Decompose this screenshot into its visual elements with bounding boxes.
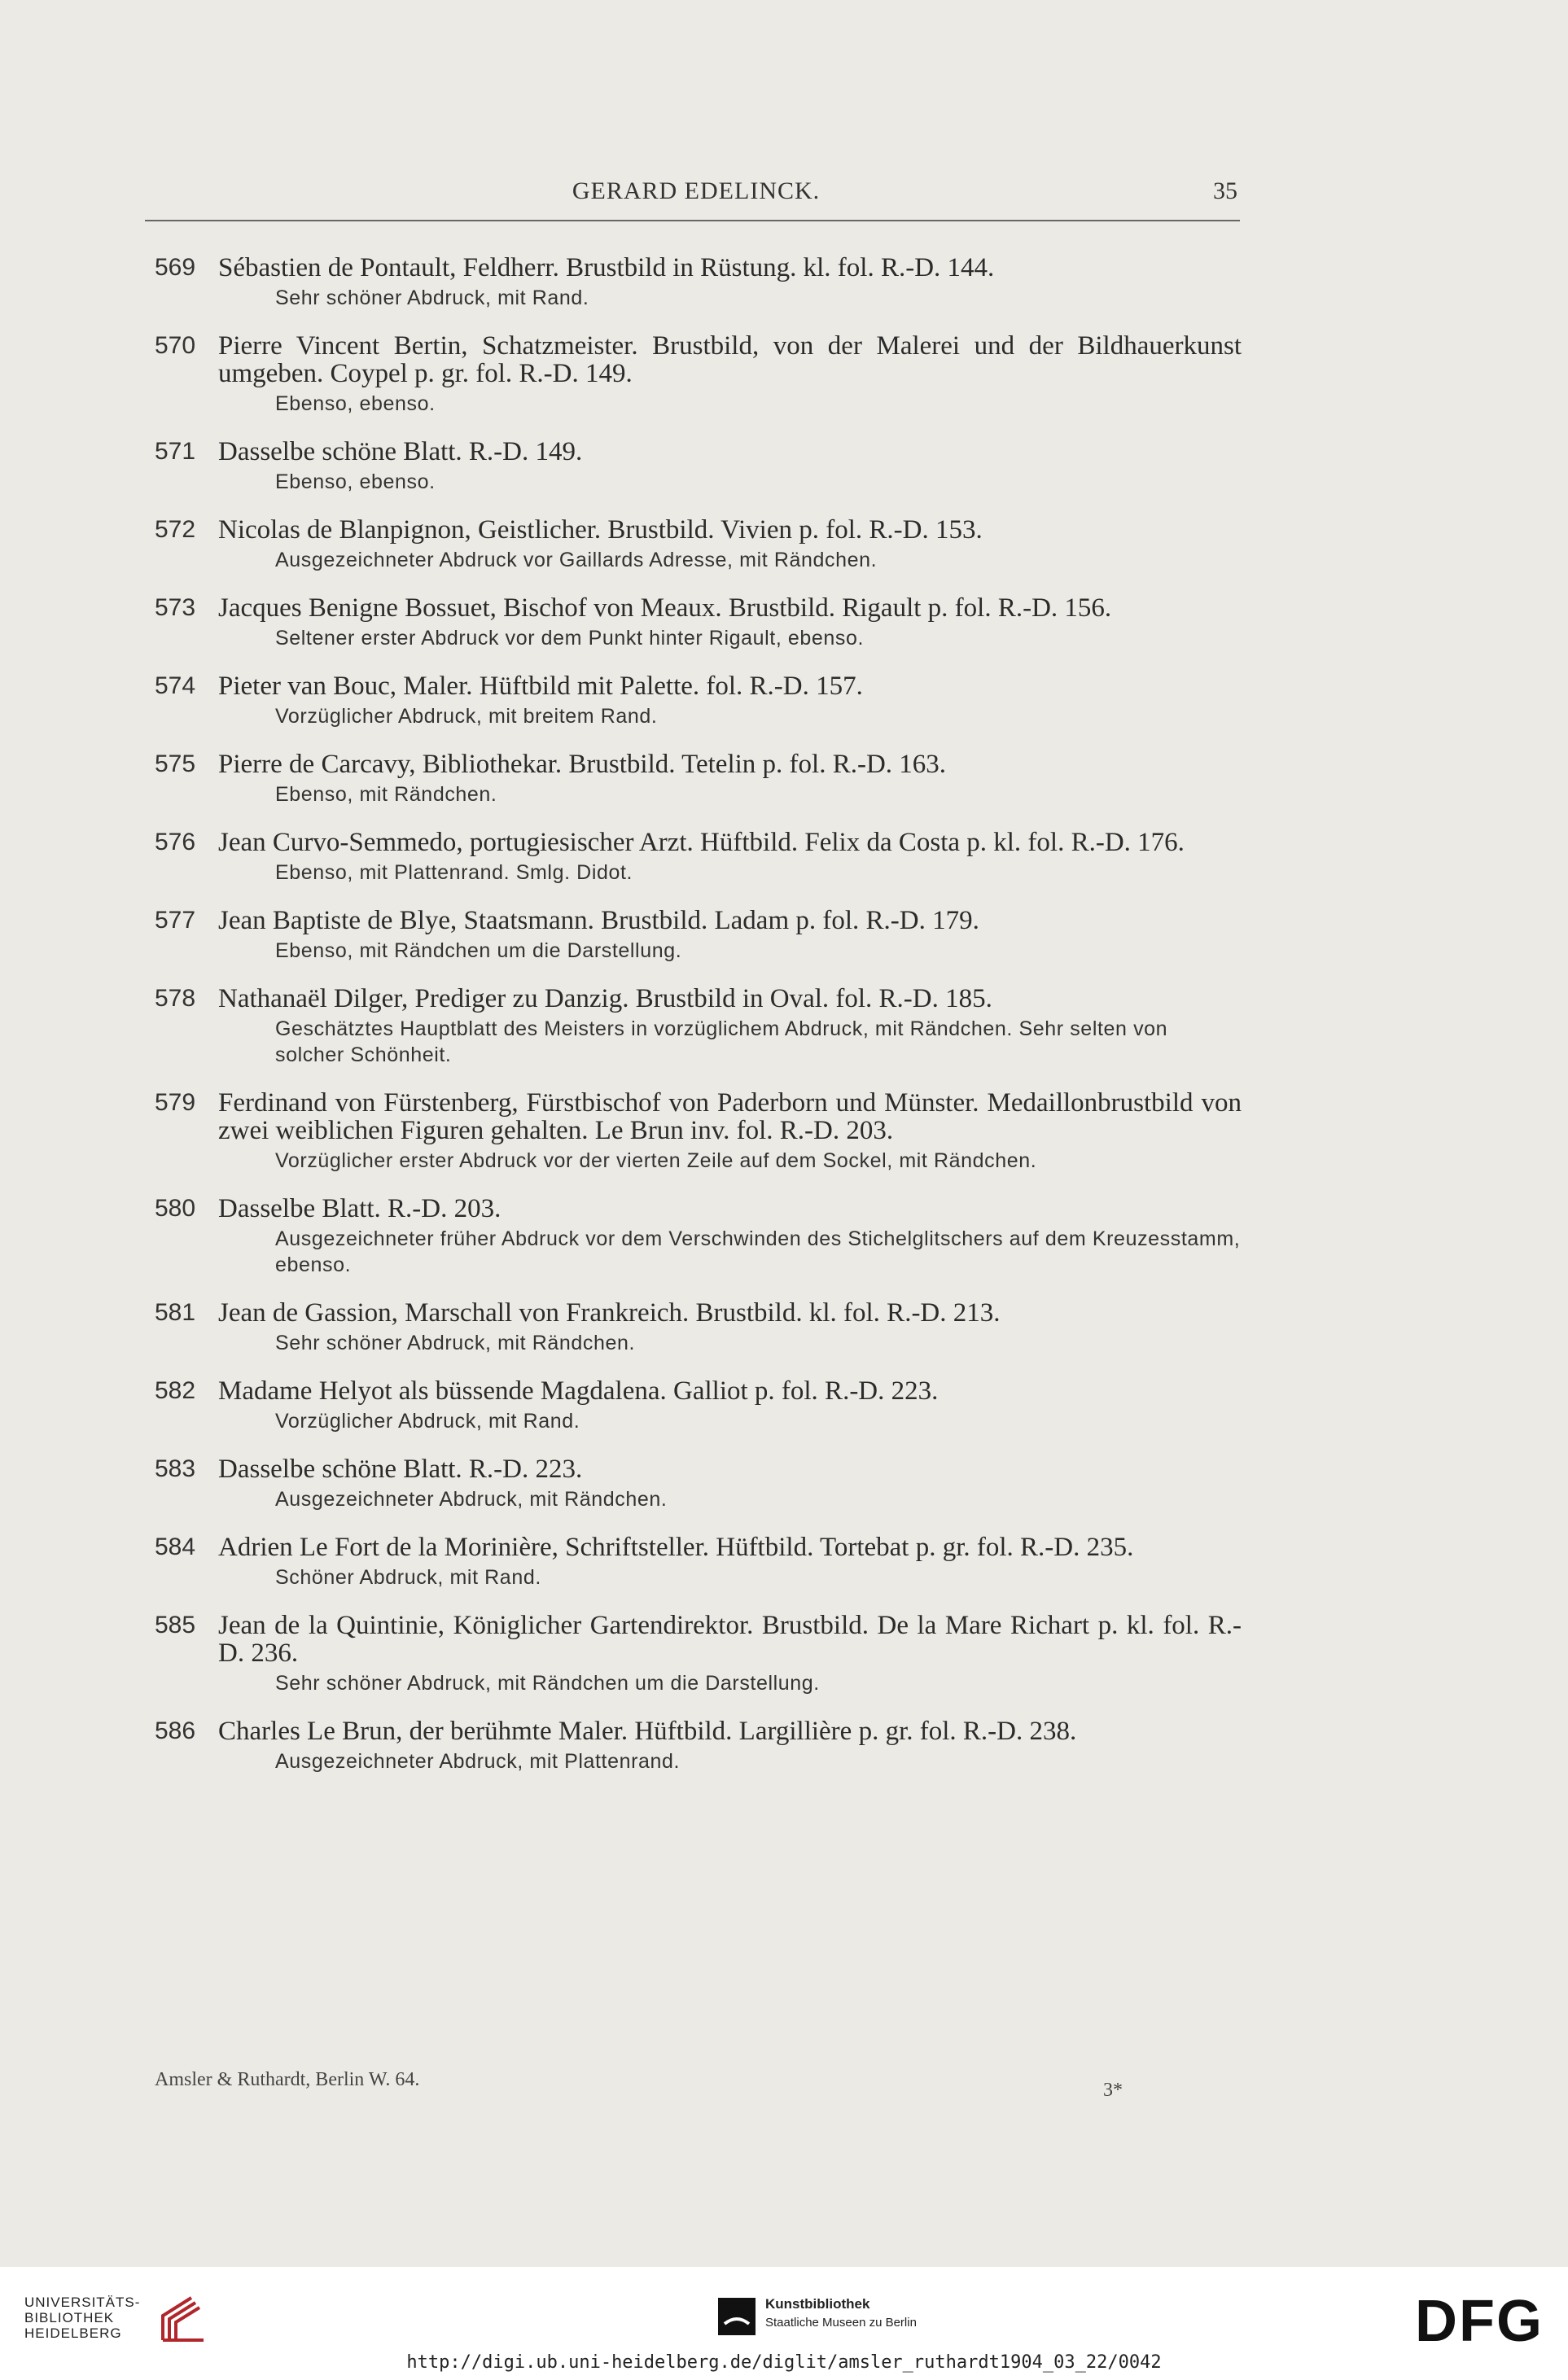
- entry-number: 576: [155, 829, 196, 855]
- catalog-entry: [155, 1533, 1242, 1590]
- entry-condition-note: Sehr schöner Abdruck, mit Rändchen um die Darstellung.: [275, 1672, 820, 1695]
- viewer-footer-bar: [0, 2267, 1568, 2380]
- entry-condition-note: Sehr schöner Abdruck, mit Rand.: [275, 287, 589, 309]
- entry-condition-note: Ausgezeichneter Abdruck, mit Rändchen.: [275, 1488, 668, 1511]
- publisher-imprint: Amsler & Ruthardt, Berlin W. 64.: [155, 2069, 420, 2090]
- entry-number: 583: [155, 1455, 196, 1482]
- entry-number: 580: [155, 1195, 196, 1222]
- entry-condition-note: Geschätztes Hauptblatt des Meisters in vorzüglichem Abdruck, mit Rändchen. Sehr selten von solcher Schönheit.: [275, 1017, 1168, 1066]
- entry-condition-note: Ebenso, ebenso.: [275, 470, 436, 493]
- entry-description: Madame Helyot als büssende Magdalena. Galliot p. fol. R.-D. 223.: [218, 1376, 939, 1406]
- catalog-entry: [155, 516, 1242, 573]
- entry-description: Jacques Benigne Bossuet, Bischof von Meaux. Brustbild. Rigault p. fol. R.-D. 156.: [218, 593, 1112, 623]
- entry-description: Jean de Gassion, Marschall von Frankreich. Brustbild. kl. fol. R.-D. 213.: [218, 1298, 1001, 1328]
- entry-number: 573: [155, 594, 196, 621]
- entry-condition-note: Vorzüglicher Abdruck, mit Rand.: [275, 1410, 580, 1433]
- entry-description: Nathanaël Dilger, Prediger zu Danzig. Brustbild in Oval. fol. R.-D. 185.: [218, 984, 992, 1013]
- catalog-entry: [155, 594, 1242, 651]
- entry-condition-note: Vorzüglicher Abdruck, mit breitem Rand.: [275, 705, 658, 728]
- entry-number: 569: [155, 254, 196, 281]
- entry-description: Pierre de Carcavy, Bibliothekar. Brustbild. Tetelin p. fol. R.-D. 163.: [218, 750, 947, 779]
- catalog-entry: [155, 985, 1242, 1068]
- entry-description: Pieter van Bouc, Maler. Hüftbild mit Palette. fol. R.-D. 157.: [218, 672, 863, 701]
- entry-number: 578: [155, 985, 196, 1012]
- entry-number: 579: [155, 1089, 196, 1116]
- entry-number: 572: [155, 516, 196, 543]
- entry-condition-note: Ebenso, ebenso.: [275, 392, 436, 415]
- entry-number: 575: [155, 750, 196, 777]
- catalog-entry: [155, 1612, 1242, 1696]
- page-number: 35: [1213, 177, 1237, 204]
- entry-description: Dasselbe Blatt. R.-D. 203.: [218, 1194, 501, 1223]
- kunstbibliothek-mark-icon: [716, 2291, 757, 2340]
- catalog-entries: [155, 254, 1242, 1796]
- catalog-entry: [155, 1377, 1242, 1434]
- catalog-entry: [155, 750, 1242, 807]
- entry-number: 570: [155, 332, 196, 359]
- entry-number: 571: [155, 438, 196, 465]
- catalog-entry: [155, 332, 1242, 417]
- kunstbibliothek-logo[interactable]: [716, 2291, 977, 2340]
- entry-description: Jean de la Quintinie, Königlicher Gartendirektor. Brustbild. De la Mare Richart p. kl. fol. R.-D. 236.: [218, 1611, 1242, 1668]
- entry-condition-note: Seltener erster Abdruck vor dem Punkt hinter Rigault, ebenso.: [275, 627, 865, 650]
- entry-description: Jean Baptiste de Blye, Staatsmann. Brustbild. Ladam p. fol. R.-D. 179.: [218, 906, 979, 935]
- ub-heidelberg-logo[interactable]: [24, 2291, 212, 2348]
- entry-condition-note: Schöner Abdruck, mit Rand.: [275, 1566, 541, 1589]
- catalog-entry: [155, 829, 1242, 886]
- entry-description: Ferdinand von Fürstenberg, Fürstbischof von Paderborn und Münster. Medaillonbrustbild von zwei weiblichen Figuren gehalten. Le Brun inv. fol. R.-D. 203.: [218, 1088, 1242, 1145]
- entry-description: Dasselbe schöne Blatt. R.-D. 149.: [218, 437, 583, 466]
- catalog-entry: [155, 672, 1242, 729]
- running-header: [155, 177, 1237, 213]
- entry-number: 574: [155, 672, 196, 699]
- entry-number: 581: [155, 1299, 196, 1326]
- kb-title: Kunstbibliothek: [765, 2296, 870, 2312]
- entry-number: 577: [155, 907, 196, 934]
- entry-number: 586: [155, 1717, 196, 1744]
- permalink-url[interactable]: http://digi.ub.uni-heidelberg.de/diglit/amsler_ruthardt1904_03_22/0042: [406, 2352, 1162, 2373]
- dfg-logo[interactable]: DFG: [1415, 2289, 1544, 2354]
- catalog-entry: [155, 1089, 1242, 1174]
- entry-description: Adrien Le Fort de la Morinière, Schriftsteller. Hüftbild. Tortebat p. gr. fol. R.-D. 235.: [218, 1533, 1134, 1562]
- entry-condition-note: Sehr schöner Abdruck, mit Rändchen.: [275, 1332, 636, 1354]
- entry-condition-note: Ausgezeichneter früher Abdruck vor dem Verschwinden des Stichelglitschers auf dem Kreuzesstamm, ebenso.: [275, 1227, 1241, 1276]
- entry-number: 582: [155, 1377, 196, 1404]
- entry-description: Jean Curvo-Semmedo, portugiesischer Arzt. Hüftbild. Felix da Costa p. kl. fol. R.-D. 176.: [218, 828, 1185, 857]
- catalog-entry: [155, 907, 1242, 964]
- entry-condition-note: Ebenso, mit Rändchen.: [275, 783, 497, 806]
- entry-condition-note: Ebenso, mit Plattenrand. Smlg. Didot.: [275, 861, 633, 884]
- catalog-entry: [155, 1455, 1242, 1512]
- entry-number: 584: [155, 1533, 196, 1560]
- catalog-entry: [155, 438, 1242, 495]
- entry-description: Nicolas de Blanpignon, Geistlicher. Brustbild. Vivien p. fol. R.-D. 153.: [218, 515, 983, 545]
- header-title: GERARD EDELINCK.: [572, 177, 821, 204]
- entry-number: 585: [155, 1612, 196, 1638]
- kb-subtitle: Staatliche Museen zu Berlin: [765, 2316, 917, 2330]
- signature-mark: 3*: [1103, 2080, 1123, 2101]
- entry-condition-note: Vorzüglicher erster Abdruck vor der vierten Zeile auf dem Sockel, mit Rändchen.: [275, 1149, 1037, 1172]
- catalog-entry: [155, 1195, 1242, 1278]
- entry-description: Pierre Vincent Bertin, Schatzmeister. Brustbild, von der Malerei und der Bildhauerkunst umgeben. Coypel p. gr. fol. R.-D. 149.: [218, 331, 1242, 388]
- entry-condition-note: Ausgezeichneter Abdruck, mit Plattenrand.: [275, 1750, 681, 1773]
- entry-condition-note: Ausgezeichneter Abdruck vor Gaillards Adresse, mit Rändchen.: [275, 549, 878, 571]
- ub-logo-text: UNIVERSITÄTS- BIBLIOTHEK HEIDELBERG: [24, 2295, 141, 2341]
- ub-logo-mark-icon: [155, 2291, 212, 2348]
- entry-description: Sébastien de Pontault, Feldherr. Brustbild in Rüstung. kl. fol. R.-D. 144.: [218, 253, 995, 282]
- entry-condition-note: Ebenso, mit Rändchen um die Darstellung.: [275, 939, 682, 962]
- entry-description: Dasselbe schöne Blatt. R.-D. 223.: [218, 1455, 583, 1484]
- catalog-entry: [155, 1299, 1242, 1356]
- catalog-entry: [155, 254, 1242, 311]
- entry-description: Charles Le Brun, der berühmte Maler. Hüftbild. Largillière p. gr. fol. R.-D. 238.: [218, 1717, 1077, 1746]
- header-rule: [145, 220, 1240, 221]
- catalog-entry: [155, 1717, 1242, 1774]
